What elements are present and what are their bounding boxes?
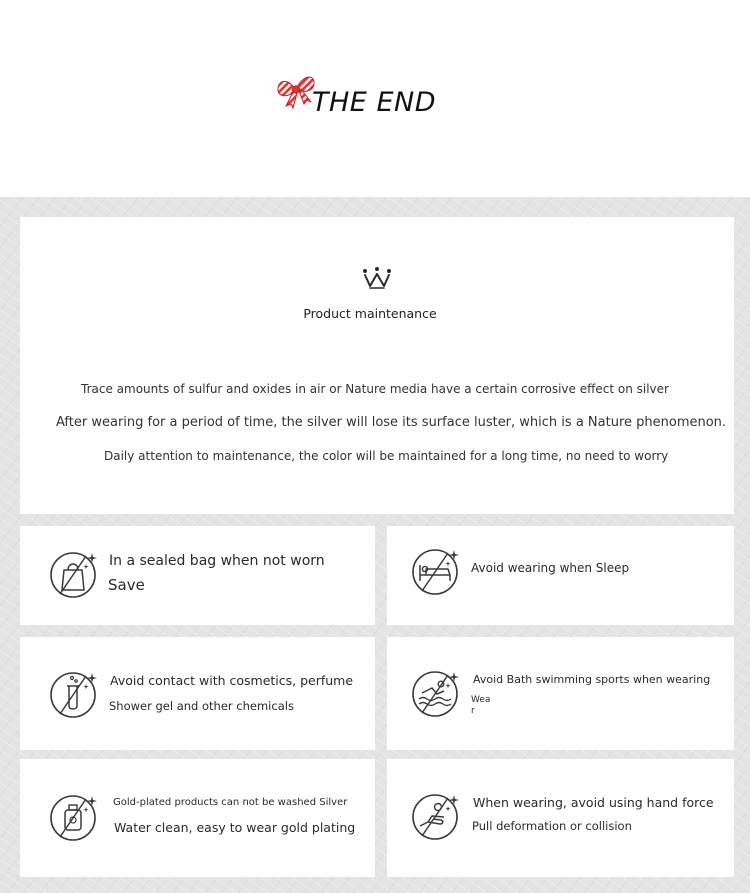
tip-line: Avoid Bath swimming sports when wearing	[473, 673, 711, 686]
maintenance-text-line: Trace amounts of sulfur and oxides in air or Nature media have a certain corrosive effect on silver	[81, 382, 669, 396]
crown-icon	[361, 266, 393, 290]
no-hand-force-icon	[410, 792, 460, 842]
maintenance-text-line: After wearing for a period of time, the silver will lose its surface luster, which is a Nature phenomenon.	[56, 415, 727, 430]
tip-line: Avoid wearing when Sleep	[471, 561, 630, 575]
tip-line: Wea	[471, 695, 491, 705]
end-title: THE END	[312, 87, 436, 118]
tip-line: When wearing, avoid using hand force	[473, 795, 714, 810]
tip-line: Pull deformation or collision	[472, 819, 632, 833]
no-swimming-icon	[410, 669, 460, 719]
tip-line: Save	[108, 576, 145, 594]
maintenance-title: Product maintenance	[303, 306, 437, 321]
tip-line: Gold-plated products can not be washed Silver	[113, 797, 348, 808]
tip-line: Water clean, easy to wear gold plating	[114, 820, 356, 835]
no-cosmetics-icon	[48, 670, 98, 720]
maintenance-text-line: Daily attention to maintenance, the color will be maintained for a long time, no need to worry	[104, 449, 669, 463]
no-sleep-icon	[410, 547, 460, 597]
bow-icon	[276, 72, 316, 110]
tip-line: In a sealed bag when not worn	[109, 553, 325, 569]
maintenance-card	[20, 217, 734, 514]
tip-line: Avoid contact with cosmetics, perfume	[110, 673, 354, 688]
no-washing-icon	[48, 793, 98, 843]
tip-line: r	[471, 706, 475, 716]
tip-line: Shower gel and other chemicals	[109, 699, 294, 713]
header-section	[0, 0, 750, 197]
sealed-bag-icon	[48, 550, 98, 600]
